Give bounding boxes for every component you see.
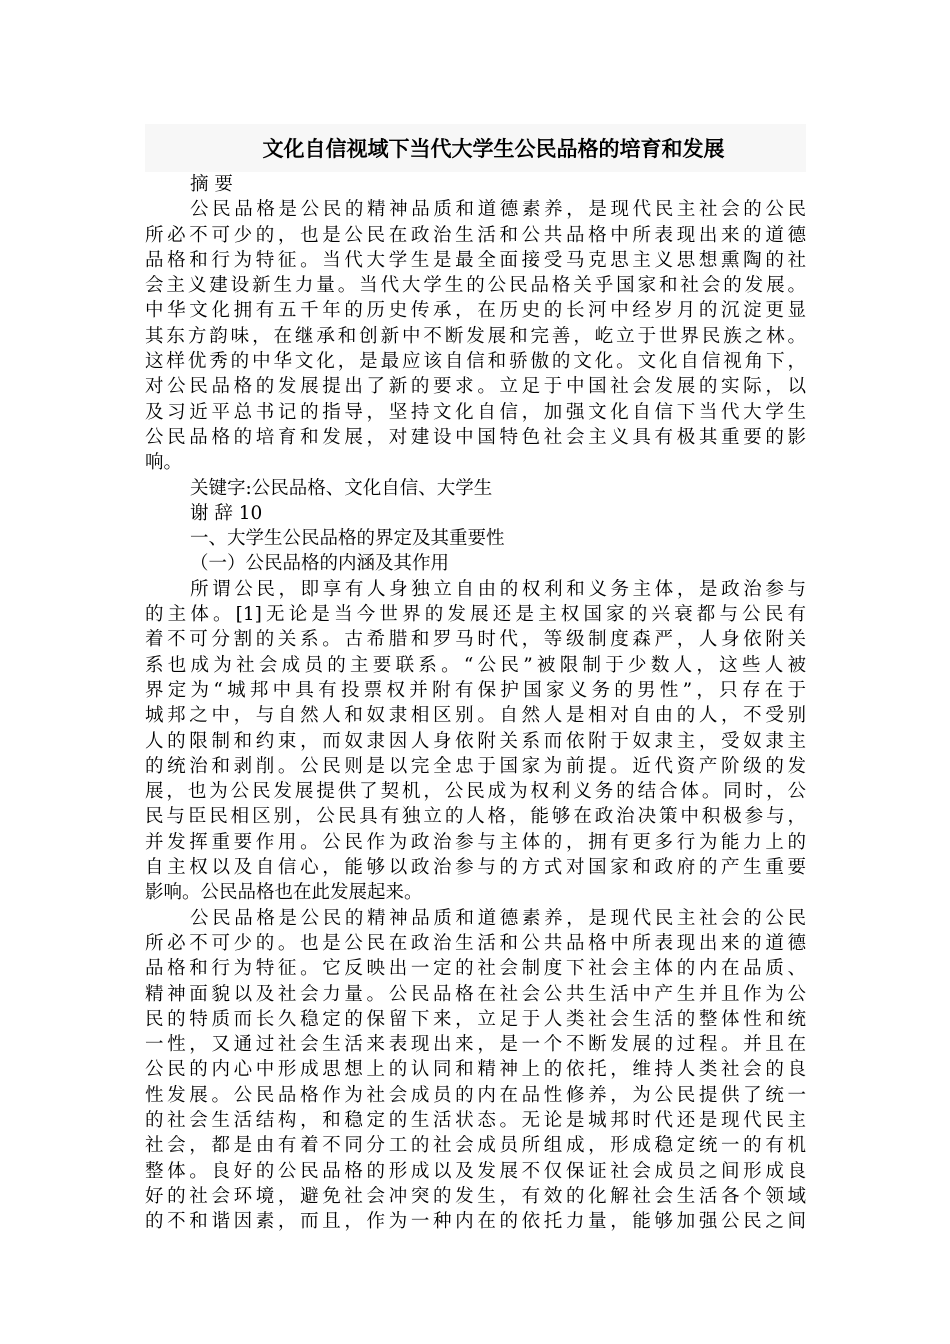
- paragraph-line: 的主体。[1]无论是当今世界的发展还是主权国家的兴衰都与公民有: [145, 604, 806, 626]
- paragraph-line: 界定为“城邦中具有投票权并附有保护国家义务的男性”，只存在于: [145, 679, 806, 701]
- paragraph-line: 整体。良好的公民品格的形成以及发展不仅保证社会成员之间形成良: [145, 1160, 806, 1182]
- body-paragraph-1: [145, 577, 806, 906]
- keywords-line: 关键字:公民品格、文化自信、大学生: [190, 477, 493, 499]
- abstract-line: 品格和行为特征。当代大学生是最全面接受马克思主义思想熏陶的社: [145, 249, 806, 271]
- paragraph-line: 品格和行为特征。它反映出一定的社会制度下社会主体的内在品质、: [145, 958, 806, 980]
- paragraph-line: 社会，都是由有着不同分工的社会成员所组成，形成稳定统一的有机: [145, 1135, 806, 1157]
- document-title: 文化自信视域下当代大学生公民品格的培育和发展: [262, 137, 725, 161]
- abstract-line: 中华文化拥有五千年的历史传承，在历史的长河中经岁月的沉淀更显: [145, 300, 806, 322]
- paragraph-line: 所谓公民，即享有人身独立自由的权利和义务主体，是政治参与: [190, 578, 806, 600]
- document-body: [145, 172, 806, 1234]
- paragraph-line: 的统治和剥削。公民则是以完全忠于国家为前提。近代资产阶级的发: [145, 755, 806, 777]
- paragraph-line: 城邦之中，与自然人和奴隶相区别。自然人是相对自由的人，不受别: [145, 705, 806, 727]
- paragraph-line: 系也成为社会成员的主要联系。“公民”被限制于少数人，这些人被: [145, 654, 806, 676]
- abstract-line: 所必不可少的，也是公民在政治生活和公共品格中所表现出来的道德: [145, 224, 806, 246]
- abstract-line: 公民品格是公民的精神品质和道德素养，是现代民主社会的公民: [190, 199, 806, 221]
- subsection-heading-1: （一）公民品格的内涵及其作用: [190, 553, 450, 575]
- paragraph-line: 展，也为公民发展提供了契机，公民成为权利义务的结合体。同时，公: [145, 781, 806, 803]
- paragraph-line: 好的社会环境，避免社会冲突的发生，有效的化解社会生活各个领域: [145, 1185, 806, 1207]
- author-line: 谢 辞 10: [190, 502, 263, 524]
- abstract-line: 响。: [145, 452, 183, 474]
- paragraph-line: 的不和谐因素，而且，作为一种内在的依托力量，能够加强公民之间: [145, 1211, 806, 1233]
- body-paragraph-2: [145, 906, 806, 1235]
- abstract-line: 公民品格的培育和发展，对建设中国特色社会主义具有极其重要的影: [145, 426, 806, 448]
- paragraph-line: 民与臣民相区别，公民具有独立的人格，能够在政治决策中积极参与，: [145, 806, 806, 828]
- paragraph-line: 影响。公民品格也在此发展起来。: [145, 882, 423, 904]
- paragraph-line: 并发挥重要作用。公民作为政治参与主体的，拥有更多行为能力上的: [145, 831, 806, 853]
- abstract-heading: 摘 要: [190, 174, 233, 195]
- abstract-paragraph: [145, 197, 806, 475]
- paragraph-line: 人的限制和约束，而奴隶因人身依附关系而依附于奴隶主，受奴隶主: [145, 730, 806, 752]
- paragraph-line: 公民品格是公民的精神品质和道德素养，是现代民主社会的公民: [190, 907, 806, 929]
- paragraph-line: 一性，又通过社会生活来表现出来，是一个不断发展的过程。并且在: [145, 1034, 806, 1056]
- paragraph-line: 着不可分割的关系。古希腊和罗马时代，等级制度森严，人身依附关: [145, 629, 806, 651]
- paragraph-line: 所必不可少的。也是公民在政治生活和公共品格中所表现出来的道德: [145, 932, 806, 954]
- abstract-line: 其东方韵味，在继承和创新中不断发展和完善，屹立于世界民族之林。: [145, 325, 806, 347]
- paragraph-line: 公民的内心中形成思想上的认同和精神上的依托，维持人类社会的良: [145, 1059, 806, 1081]
- abstract-line: 这样优秀的中华文化，是最应该自信和骄傲的文化。文化自信视角下，: [145, 351, 806, 373]
- paragraph-line: 民的特质而长久稳定的保留下来，立足于人类社会生活的整体性和统: [145, 1008, 806, 1030]
- paragraph-line: 性发展。公民品格作为社会成员的内在品性修养，为公民提供了统一: [145, 1084, 806, 1106]
- abstract-line: 及习近平总书记的指导，坚持文化自信，加强文化自信下当代大学生: [145, 401, 806, 423]
- abstract-line: 对公民品格的发展提出了新的要求。立足于中国社会发展的实际，以: [145, 376, 806, 398]
- abstract-line: 会主义建设新生力量。当代大学生的公民品格关乎国家和社会的发展。: [145, 275, 806, 297]
- paragraph-line: 的社会生活结构，和稳定的生活状态。无论是城邦时代还是现代民主: [145, 1109, 806, 1131]
- section-heading-1: 一、大学生公民品格的界定及其重要性: [190, 528, 505, 550]
- paragraph-line: 自主权以及自信心，能够以政治参与的方式对国家和政府的产生重要: [145, 857, 806, 879]
- paragraph-line: 精神面貌以及社会力量。公民品格在社会公共生活中产生并且作为公: [145, 983, 806, 1005]
